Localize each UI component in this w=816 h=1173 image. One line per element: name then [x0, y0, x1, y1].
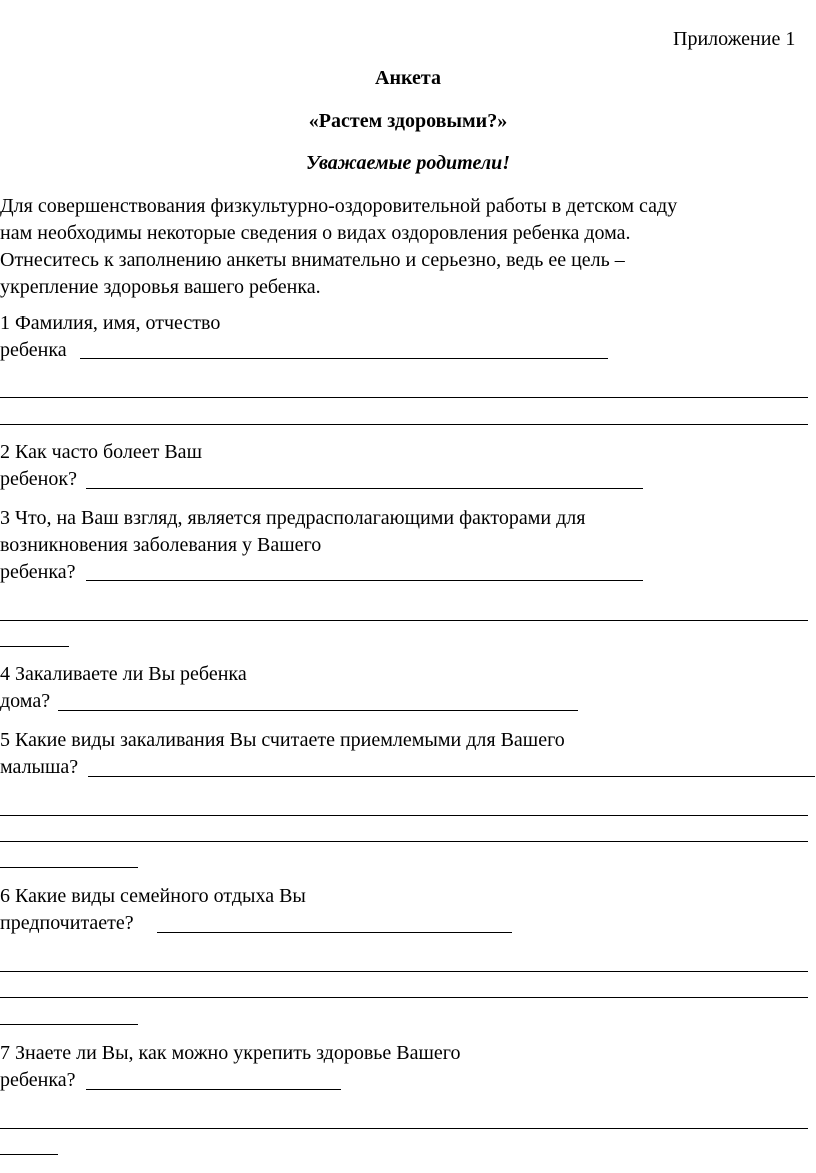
question-5-answer-line[interactable] [0, 841, 808, 842]
question-6-answer-line[interactable] [0, 1024, 138, 1025]
question-1-answer-line[interactable] [0, 424, 808, 425]
question-6-text: 6 Какие виды семейного отдыха Вы [0, 885, 306, 907]
question-1-answer-line[interactable] [0, 397, 808, 398]
question-5-label: малыша? [0, 756, 79, 778]
question-3-answer-line[interactable] [86, 580, 643, 581]
question-6-answer-line[interactable] [0, 997, 808, 998]
question-2-answer-line[interactable] [86, 488, 643, 489]
intro-line: укрепление здоровья вашего ребенка. [0, 276, 321, 298]
question-5-answer-line[interactable] [0, 867, 138, 868]
question-7-answer-line[interactable] [86, 1089, 341, 1090]
question-2-label: ребенок? [0, 468, 77, 490]
question-5-text: 5 Какие виды закаливания Вы считаете приемлемыми для Вашего [0, 729, 565, 751]
question-4-text: 4 Закаливаете ли Вы ребенка [0, 663, 247, 685]
question-3-answer-line[interactable] [0, 620, 808, 621]
question-3-text: возникновения заболевания у Вашего [0, 534, 322, 556]
question-7-label: ребенка? [0, 1069, 76, 1091]
intro-line: нам необходимы некоторые сведения о видах оздоровления ребенка дома. [0, 222, 631, 244]
question-1-answer-line[interactable] [80, 358, 608, 359]
question-3-label: ребенка? [0, 561, 76, 583]
question-6-label: предпочитаете? [0, 912, 134, 934]
question-7-text: 7 Знаете ли Вы, как можно укрепить здоровье Вашего [0, 1042, 461, 1064]
question-2-text: 2 Как часто болеет Ваш [0, 441, 202, 463]
page-title: Анкета [375, 67, 441, 89]
appendix-label: Приложение 1 [673, 28, 796, 50]
question-6-answer-line[interactable] [0, 971, 808, 972]
question-5-answer-line[interactable] [0, 815, 808, 816]
question-6-answer-line[interactable] [157, 932, 512, 933]
greeting: Уважаемые родители! [305, 152, 510, 174]
question-1-label: ребенка [0, 339, 67, 361]
page-subtitle: «Растем здоровыми?» [308, 110, 508, 132]
question-3-answer-line[interactable] [0, 646, 69, 647]
intro-line: Для совершенствования физкультурно-оздоровительной работы в детском саду [0, 195, 678, 217]
question-5-answer-line[interactable] [88, 776, 815, 777]
question-7-answer-line[interactable] [0, 1154, 58, 1155]
question-7-answer-line[interactable] [0, 1128, 808, 1129]
question-4-answer-line[interactable] [58, 710, 578, 711]
question-4-label: дома? [0, 690, 51, 712]
question-3-text: 3 Что, на Ваш взгляд, является предрасполагающими факторами для [0, 507, 586, 529]
question-1-text: 1 Фамилия, имя, отчество [0, 312, 221, 334]
intro-line: Отнеситесь к заполнению анкеты внимательно и серьезно, ведь ее цель – [0, 249, 625, 271]
